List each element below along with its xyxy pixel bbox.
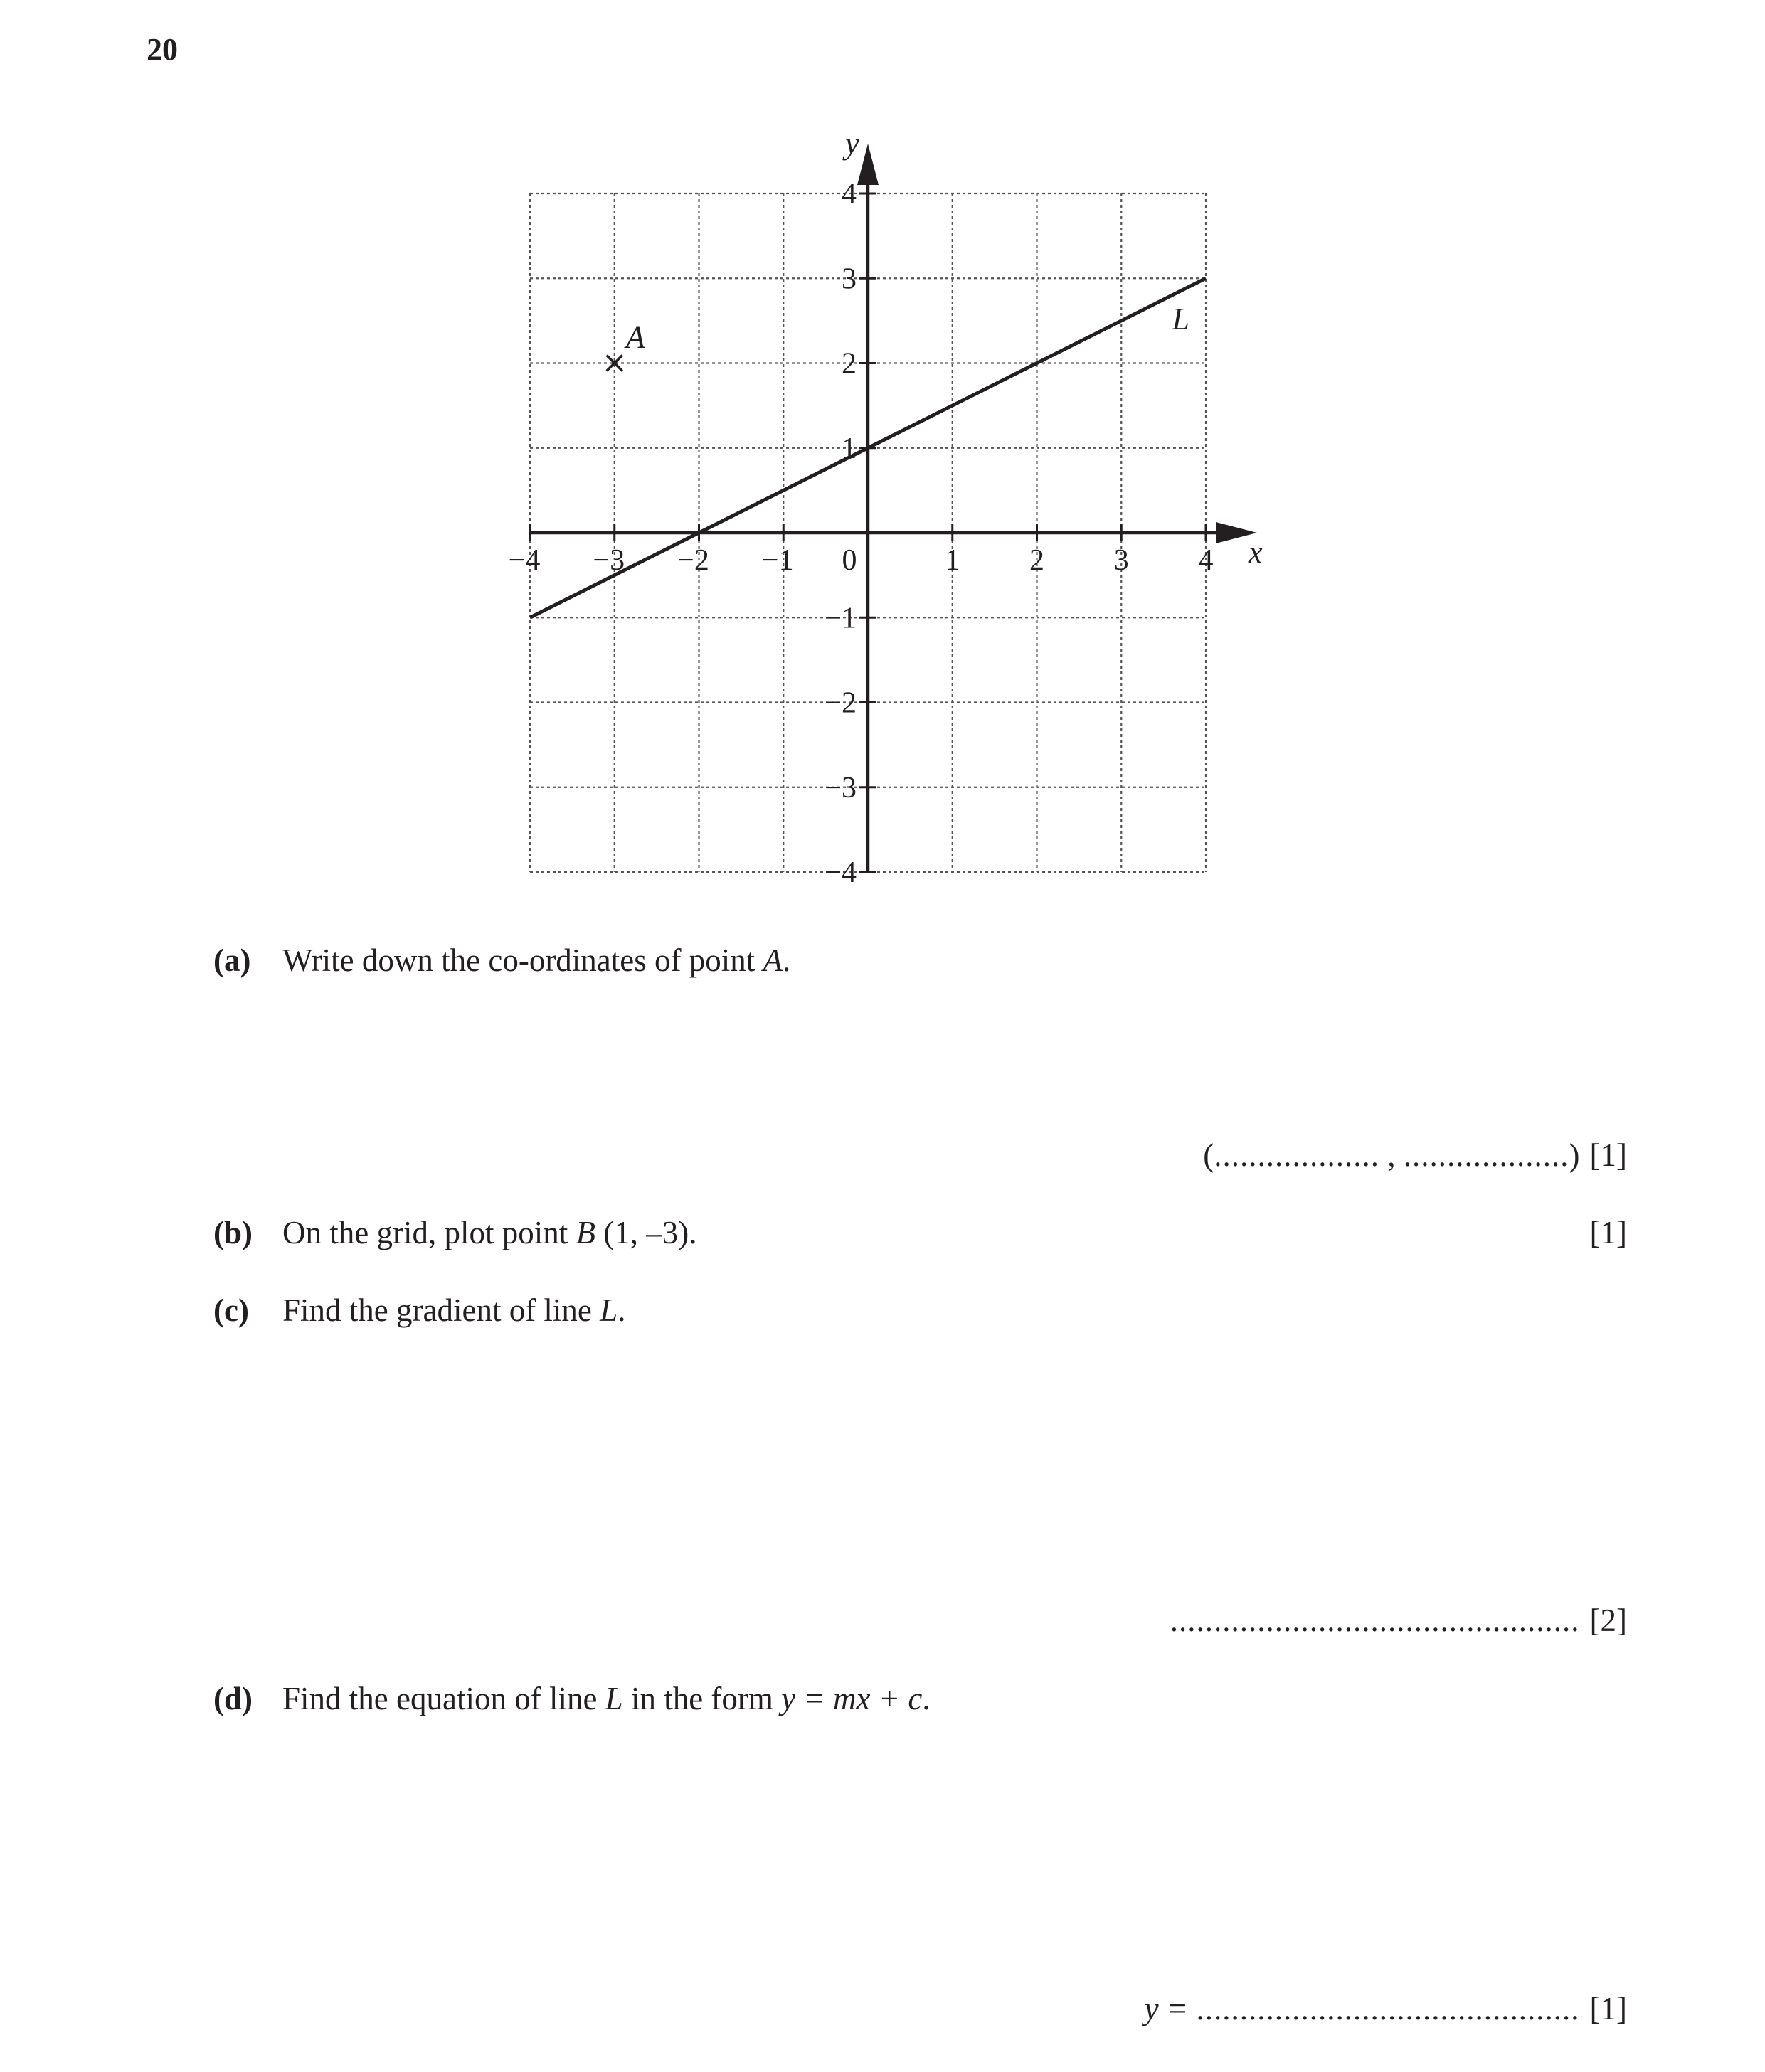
y-tick-label: −3 — [825, 771, 857, 804]
answer-d-line[interactable] — [1145, 1989, 1627, 2029]
line-l-ref: L — [600, 1292, 618, 1328]
x-tick-label: −3 — [593, 544, 625, 577]
answer-c-field[interactable]: ............................................... — [1170, 1603, 1580, 1638]
x-tick-label: −4 — [508, 544, 541, 577]
question-d-text — [282, 1681, 931, 1716]
marks-b: [1] — [1589, 1215, 1627, 1250]
y-tick-label: −1 — [825, 602, 857, 635]
answer-a-open: ( — [1203, 1137, 1214, 1173]
x-tick-label: 2 — [1029, 544, 1044, 577]
question-c-text-end: . — [618, 1292, 626, 1328]
line-l-ref: L — [605, 1681, 623, 1716]
x-tick-labels — [509, 544, 1214, 577]
x-tick-label: −2 — [677, 544, 709, 577]
line-l-label: L — [1172, 301, 1189, 336]
y-axis-label: y — [845, 126, 859, 161]
marks-a: [1] — [1589, 1137, 1627, 1173]
question-c-text — [282, 1292, 625, 1328]
answer-c-line[interactable] — [1170, 1600, 1627, 1640]
question-a-text-part: Write down the co-ordinates of point — [282, 942, 763, 978]
marks-b-line — [1590, 1213, 1627, 1253]
answer-a-y-field[interactable]: ................... — [1403, 1137, 1569, 1173]
y-tick-label: −2 — [825, 686, 857, 720]
equation-form: y = mx + c — [781, 1681, 923, 1716]
question-b-label: (b) — [213, 1215, 253, 1250]
y-tick-label: 3 — [842, 262, 857, 296]
answer-a-close: ) — [1569, 1137, 1580, 1173]
question-d-text-middle: in the form — [622, 1681, 782, 1716]
question-b-text-end: (1, –3). — [595, 1215, 697, 1250]
x-tick-label: 1 — [945, 544, 960, 577]
marks-d: [1] — [1589, 1991, 1627, 2026]
question-b-text-part: On the grid, plot point — [282, 1215, 576, 1250]
question-c-label: (c) — [213, 1292, 249, 1328]
question-d-label: (d) — [213, 1681, 253, 1716]
axes — [530, 144, 1257, 872]
question-a — [213, 940, 790, 980]
y-tick-label: −4 — [825, 856, 857, 889]
x-tick-label: 0 — [842, 544, 857, 577]
x-tick-label: 4 — [1198, 544, 1214, 577]
question-a-text — [282, 942, 790, 978]
x-tick-label: −1 — [761, 544, 794, 577]
question-c-text-part: Find the gradient of line — [282, 1292, 600, 1328]
question-b — [213, 1213, 696, 1253]
point-a-ref: A — [763, 942, 783, 978]
question-a-label: (a) — [213, 942, 251, 978]
y-tick-label: 4 — [842, 178, 857, 211]
y-axis-arrow-icon — [857, 144, 879, 185]
point-a-label: A — [625, 319, 645, 355]
question-d — [213, 1679, 931, 1718]
y-tick-label: 1 — [842, 432, 857, 465]
question-a-text-end: . — [783, 942, 791, 978]
question-d-text-part: Find the equation of line — [282, 1681, 605, 1716]
y-tick-label: 2 — [842, 347, 857, 381]
marks-c: [2] — [1589, 1603, 1627, 1638]
coordinate-grid-graph — [0, 0, 1765, 925]
answer-d-prefix: y = — [1144, 1991, 1197, 2026]
answer-a-x-field[interactable]: ................... — [1214, 1137, 1380, 1173]
answer-a-separator: , — [1379, 1137, 1404, 1173]
x-axis-label: x — [1249, 535, 1263, 570]
page-number: 20 — [147, 32, 178, 67]
x-tick-label: 3 — [1113, 544, 1129, 577]
answer-a-line[interactable] — [1203, 1135, 1627, 1175]
question-c — [213, 1290, 625, 1330]
answer-d-field[interactable]: ............................................ — [1196, 1991, 1580, 2026]
question-d-text-end: . — [922, 1681, 931, 1716]
point-b-ref: B — [576, 1215, 595, 1250]
question-b-text — [282, 1215, 696, 1250]
